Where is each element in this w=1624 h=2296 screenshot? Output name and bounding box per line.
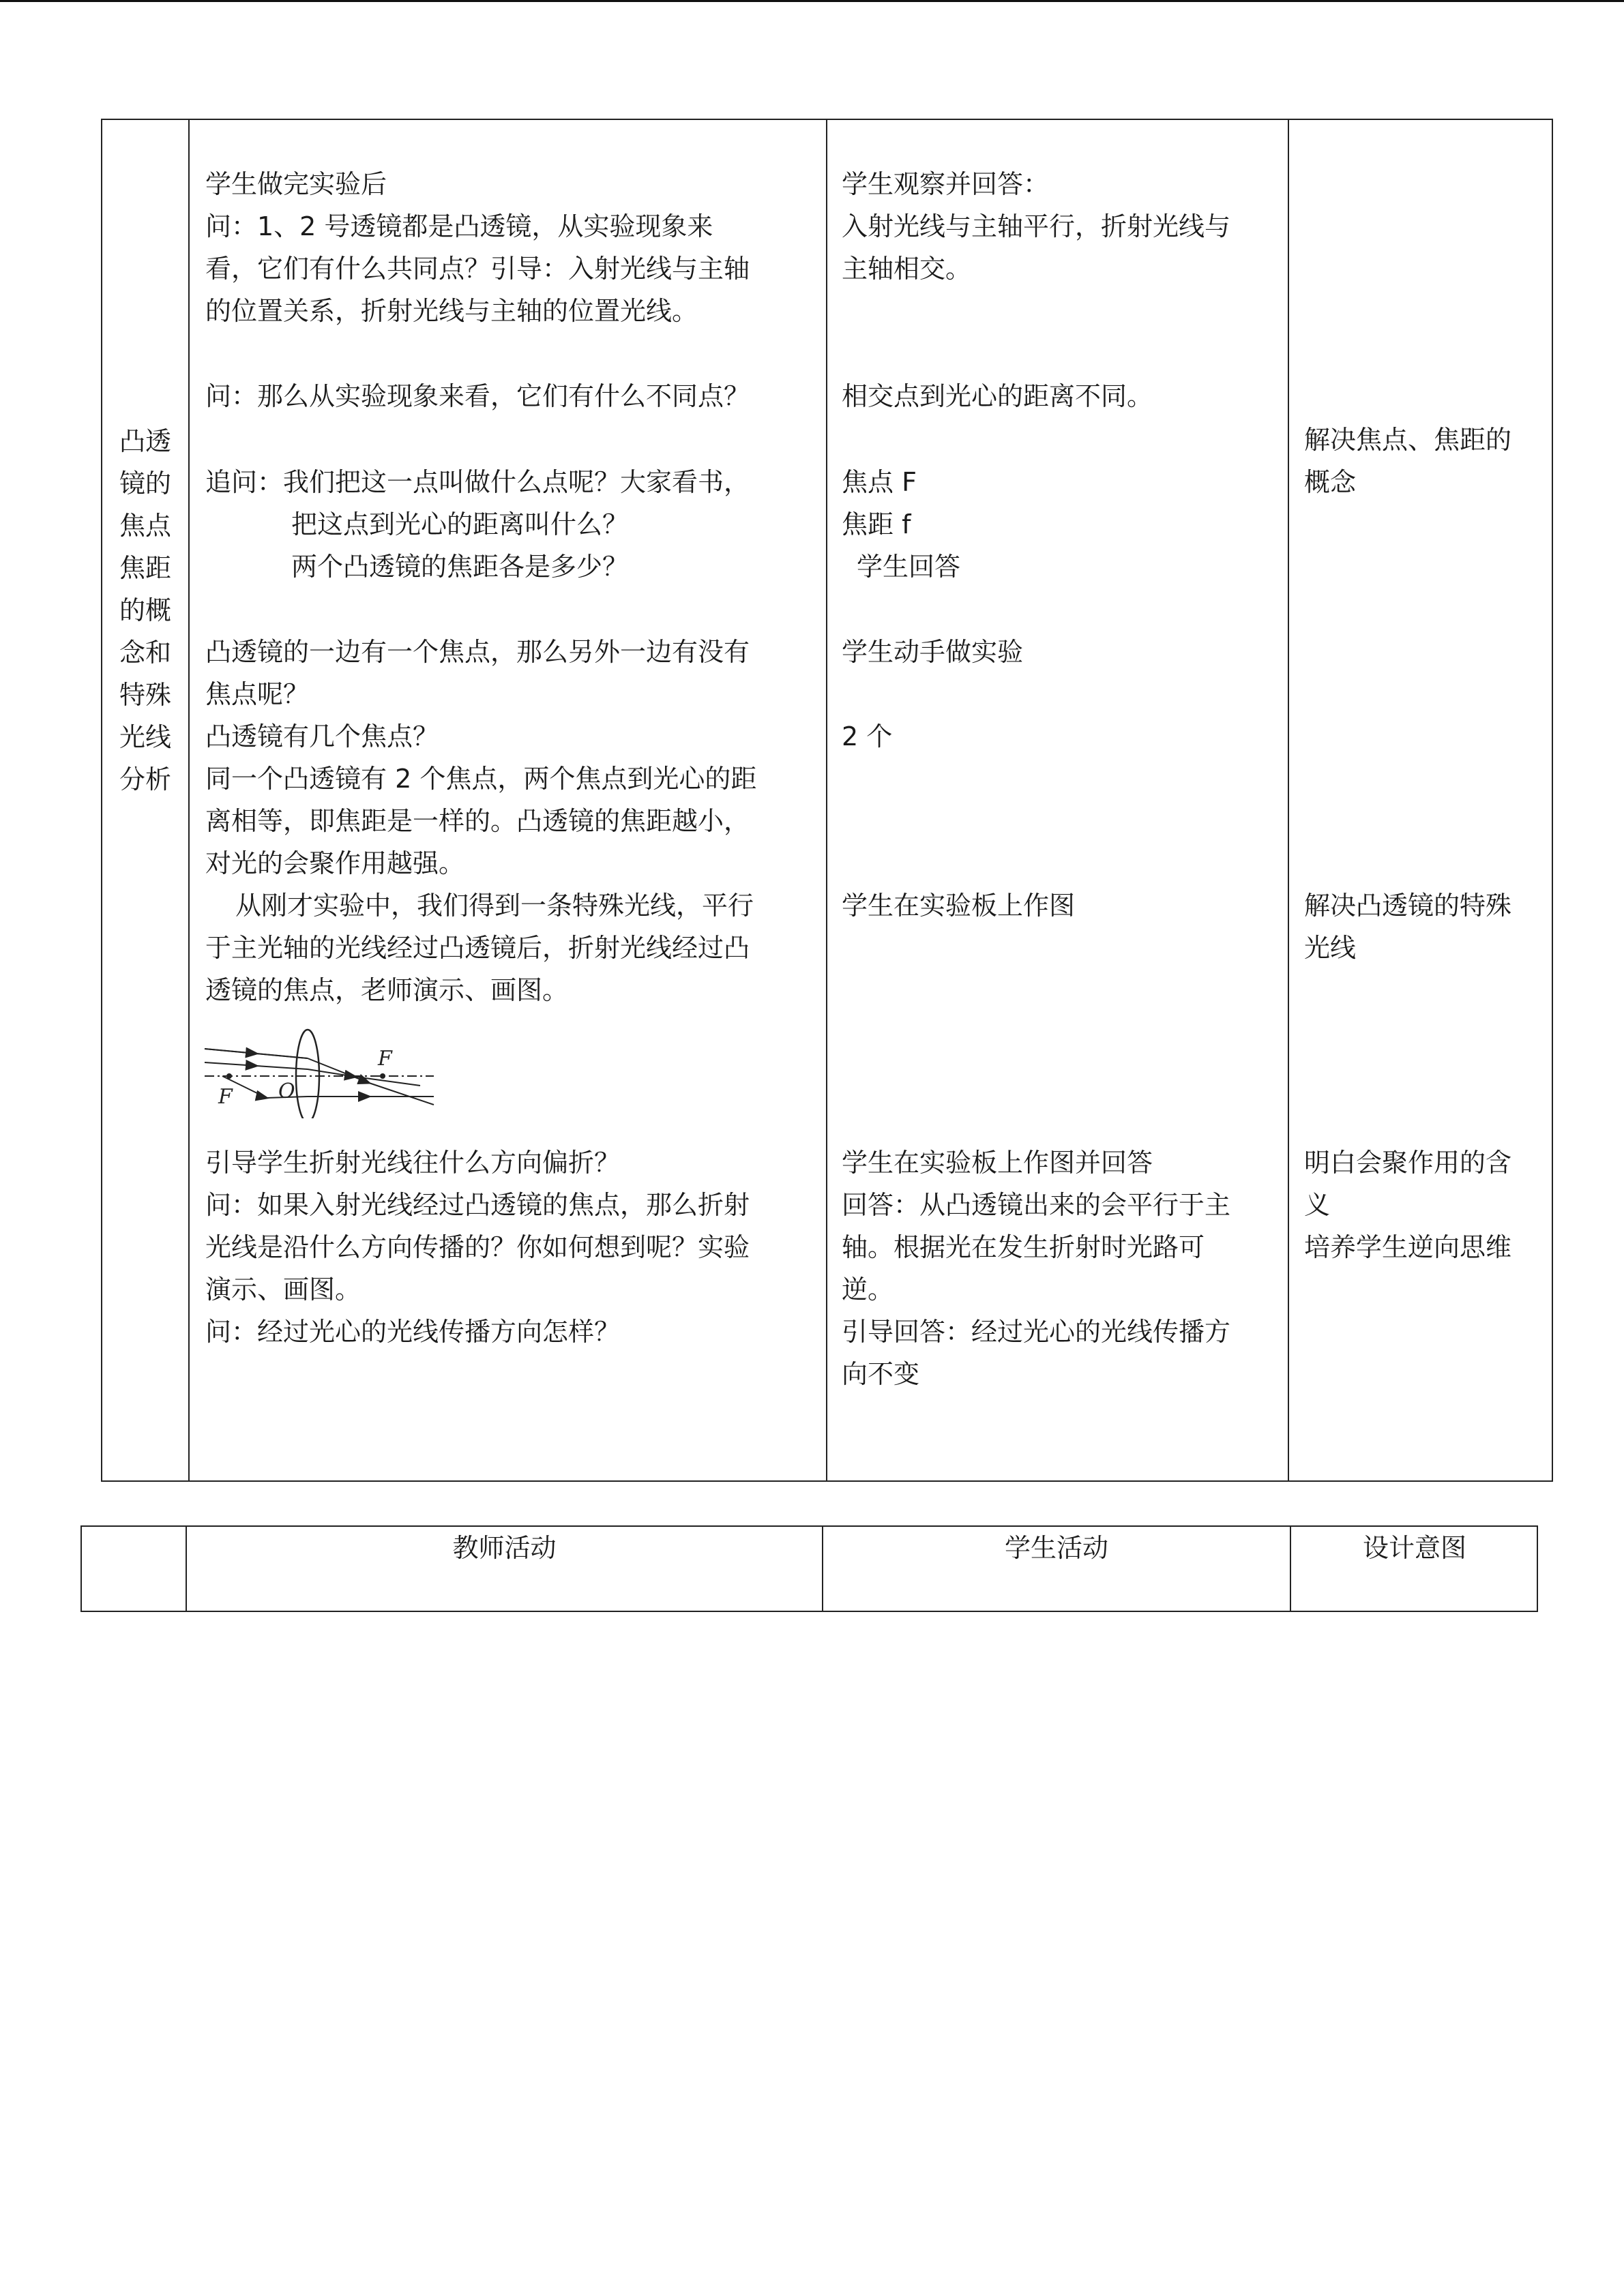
teacher-text-line: 凸透镜有几个焦点？ bbox=[205, 721, 439, 751]
teacher-text-line: 同一个凸透镜有 2 个焦点，两个焦点到光心的距 bbox=[205, 764, 757, 794]
intent-text-line: 解决凸透镜的特殊 bbox=[1304, 891, 1512, 921]
convex-lens-diagram bbox=[202, 1023, 441, 1118]
teacher-text-line: 的位置关系，折射光线与主轴的位置光线。 bbox=[205, 296, 698, 326]
student-text-line: 主轴相交。 bbox=[842, 254, 972, 284]
student-text-line: 学生回答 bbox=[857, 552, 961, 582]
student-text-line: 焦距 f bbox=[842, 509, 911, 539]
teacher-text-line: 对光的会聚作用越强。 bbox=[205, 848, 465, 878]
header-student-activity: 学生活动 bbox=[1004, 1533, 1108, 1563]
teacher-text-line: 把这点到光心的距离叫什么？ bbox=[291, 509, 629, 539]
student-text-line: 学生在实验板上作图 bbox=[842, 891, 1076, 921]
teacher-text-line: 引导学生折射光线往什么方向偏折？ bbox=[205, 1148, 621, 1178]
ray-line bbox=[205, 1062, 308, 1069]
lens-shape bbox=[296, 1030, 319, 1118]
focus-label-right: F bbox=[378, 1047, 392, 1071]
row-label-line: 焦点 bbox=[119, 511, 171, 541]
teacher-text-line: 问：那么从实验现象来看，它们有什么不同点？ bbox=[205, 381, 750, 411]
teacher-text-line: 看，它们有什么共同点？引导：入射光线与主轴 bbox=[205, 254, 750, 284]
intent-text-line: 概念 bbox=[1304, 467, 1357, 497]
page-top-border bbox=[0, 0, 1624, 2]
ray-line bbox=[205, 1049, 308, 1058]
teacher-text-line: 焦点呢？ bbox=[205, 679, 310, 709]
row-label-line: 的概 bbox=[119, 595, 171, 625]
student-text-line: 2 个 bbox=[842, 721, 893, 751]
teacher-text-line: 两个凸透镜的焦距各是多少？ bbox=[291, 552, 629, 582]
header-teacher-activity: 教师活动 bbox=[452, 1533, 557, 1563]
teacher-text-line: 问：1、2 号透镜都是凸透镜，从实验现象来 bbox=[205, 211, 713, 241]
teacher-text-line: 从刚才实验中，我们得到一条特殊光线，平行 bbox=[235, 891, 754, 921]
student-text-line: 回答：从凸透镜出来的会平行于主 bbox=[842, 1190, 1231, 1220]
intent-text-line: 培养学生逆向思维 bbox=[1304, 1232, 1512, 1262]
intent-text-line: 义 bbox=[1304, 1190, 1331, 1220]
teacher-text-line: 于主光轴的光线经过凸透镜后，折射光线经过凸 bbox=[205, 933, 750, 963]
student-text-line: 向不变 bbox=[842, 1359, 920, 1389]
student-text-line: 学生动手做实验 bbox=[842, 637, 1024, 667]
row-label-line: 凸透 bbox=[119, 426, 171, 456]
focus-point bbox=[380, 1073, 385, 1079]
ray-line bbox=[308, 1058, 434, 1105]
header-design-intent: 设计意图 bbox=[1362, 1533, 1466, 1563]
teacher-text-line: 问：经过光心的光线传播方向怎样？ bbox=[205, 1317, 621, 1347]
teacher-text-line: 学生做完实验后 bbox=[205, 169, 387, 199]
column-divider bbox=[1288, 119, 1289, 1482]
student-text-line: 入射光线与主轴平行，折射光线与 bbox=[842, 211, 1231, 241]
teacher-text-line: 演示、画图。 bbox=[205, 1274, 361, 1304]
teacher-text-line: 光线是沿什么方向传播的？你如何想到呢？实验 bbox=[205, 1232, 750, 1262]
row-label-line: 镜的 bbox=[119, 468, 171, 498]
row-label-line: 分析 bbox=[119, 764, 171, 794]
focus-label-left: F bbox=[218, 1085, 233, 1109]
student-text-line: 焦点 F bbox=[842, 467, 917, 497]
teacher-text-line: 透镜的焦点，老师演示、画图。 bbox=[205, 975, 569, 1005]
ray-line bbox=[308, 1069, 420, 1086]
student-text-line: 轴。根据光在发生折射时光路可 bbox=[842, 1232, 1205, 1262]
column-divider bbox=[826, 119, 827, 1482]
optical-center-label: O bbox=[278, 1079, 295, 1103]
student-text-line: 学生观察并回答： bbox=[842, 169, 1050, 199]
student-text-line: 逆。 bbox=[842, 1274, 894, 1304]
student-text-line: 相交点到光心的距离不同。 bbox=[842, 381, 1153, 411]
teacher-text-line: 问：如果入射光线经过凸透镜的焦点，那么折射 bbox=[205, 1190, 750, 1220]
teacher-text-line: 离相等，即焦距是一样的。凸透镜的焦距越小， bbox=[205, 806, 750, 836]
teacher-text-line: 凸透镜的一边有一个焦点，那么另外一边有没有 bbox=[205, 637, 750, 667]
student-text-line: 引导回答：经过光心的光线传播方 bbox=[842, 1317, 1231, 1347]
row-label-line: 焦距 bbox=[119, 553, 171, 583]
student-text-line: 学生在实验板上作图并回答 bbox=[842, 1148, 1153, 1178]
teacher-text-line: 追问：我们把这一点叫做什么点呢？大家看书， bbox=[205, 467, 750, 497]
row-label-line: 念和 bbox=[119, 638, 171, 668]
column-divider bbox=[188, 119, 190, 1482]
intent-text-line: 明白会聚作用的含 bbox=[1304, 1148, 1512, 1178]
row-label-line: 光线 bbox=[119, 722, 171, 752]
focus-point bbox=[226, 1073, 232, 1079]
intent-text-line: 解决焦点、焦距的 bbox=[1304, 425, 1512, 455]
row-label-line: 特殊 bbox=[119, 680, 171, 710]
intent-text-line: 光线 bbox=[1304, 933, 1357, 963]
